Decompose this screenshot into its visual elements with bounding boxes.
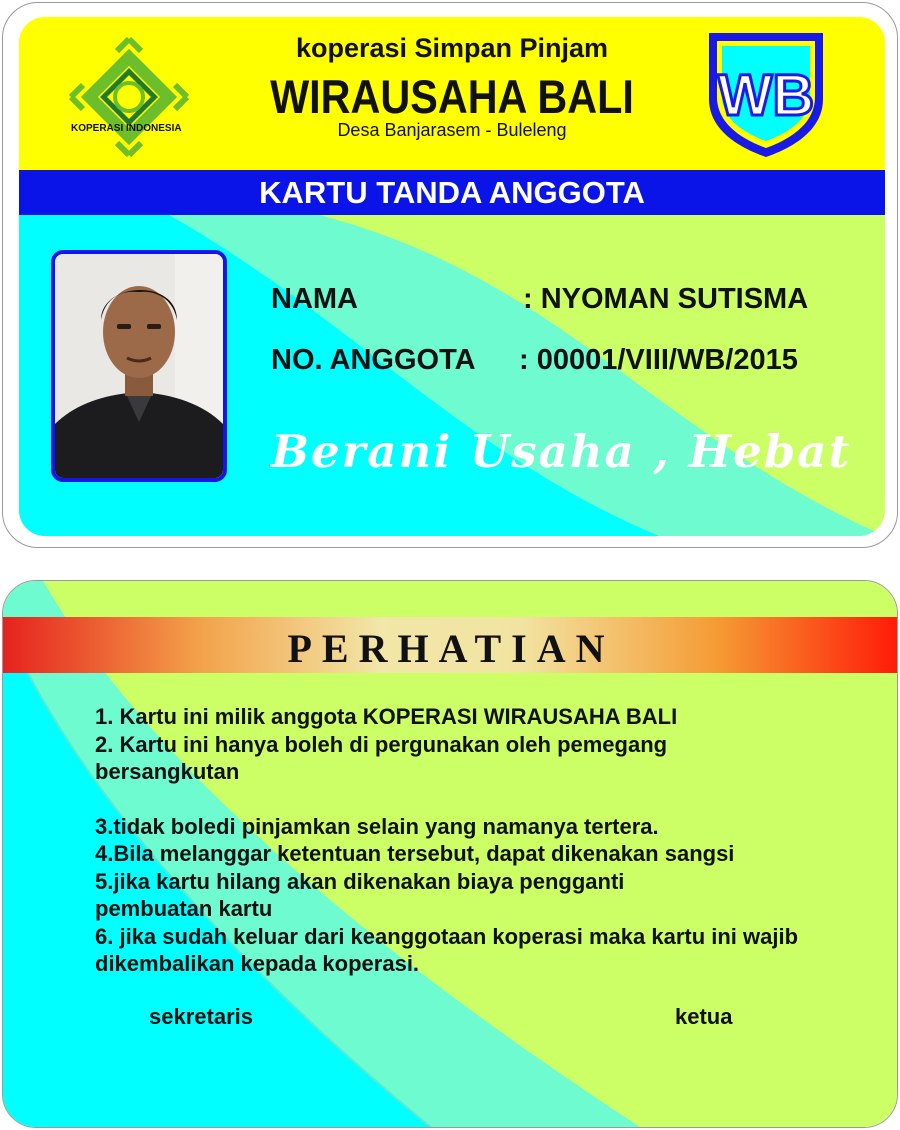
attention-title: PERHATIAN bbox=[287, 626, 615, 671]
header-title: WIRAUSAHA BALI bbox=[270, 70, 634, 123]
card-title-band bbox=[19, 170, 885, 215]
wb-badge-text: WB bbox=[717, 63, 815, 128]
wb-shield-icon bbox=[705, 29, 827, 159]
koperasi-indonesia-label: KOPERASI INDONESIA bbox=[71, 123, 182, 134]
member-card-front bbox=[2, 2, 898, 548]
card-header bbox=[19, 17, 885, 170]
signature-chairman-label: ketua bbox=[675, 1004, 733, 1029]
member-number-label: NO. ANGGOTA bbox=[271, 344, 476, 376]
rule-item: 6. jika sudah keluar dari keanggotaan koperasi maka kartu ini wajib dikembalikan kepada koperasi. bbox=[95, 923, 799, 976]
member-photo bbox=[51, 250, 227, 482]
rules-list bbox=[95, 703, 855, 978]
member-number-value: : 00001/VIII/WB/2015 bbox=[519, 344, 798, 376]
motto-text: Berani Usaha , Hebat bbox=[271, 425, 852, 478]
signature-secretary-label: sekretaris bbox=[149, 1004, 253, 1029]
rule-item: 5.jika kartu hilang akan dikenakan biaya pengganti pembuatan kartu bbox=[95, 868, 625, 921]
header-subtitle: koperasi Simpan Pinjam bbox=[295, 33, 609, 63]
rule-item: 4.Bila melanggar ketentuan tersebut, dapat dikenakan sangsi bbox=[95, 841, 735, 866]
name-label: NAMA bbox=[271, 283, 358, 315]
card-front-face bbox=[19, 17, 885, 536]
card-title: KARTU TANDA ANGGOTA bbox=[259, 175, 645, 210]
rule-item: 3.tidak boledi pinjamkan selain yang namanya tertera. bbox=[95, 813, 659, 839]
koperasi-logo-icon bbox=[69, 37, 189, 157]
attention-banner bbox=[3, 617, 898, 673]
rule-item: 1. Kartu ini milik anggota KOPERASI WIRAUSAHA BALI bbox=[95, 704, 678, 729]
rule-item: 2. Kartu ini hanya boleh di pergunakan oleh pemegang bersangkutan bbox=[95, 731, 668, 784]
name-value: : NYOMAN SUTISMA bbox=[523, 283, 809, 315]
member-portrait-image bbox=[55, 254, 223, 478]
header-address: Desa Banjarasem - Buleleng bbox=[337, 120, 567, 140]
member-card-back bbox=[2, 580, 898, 1128]
